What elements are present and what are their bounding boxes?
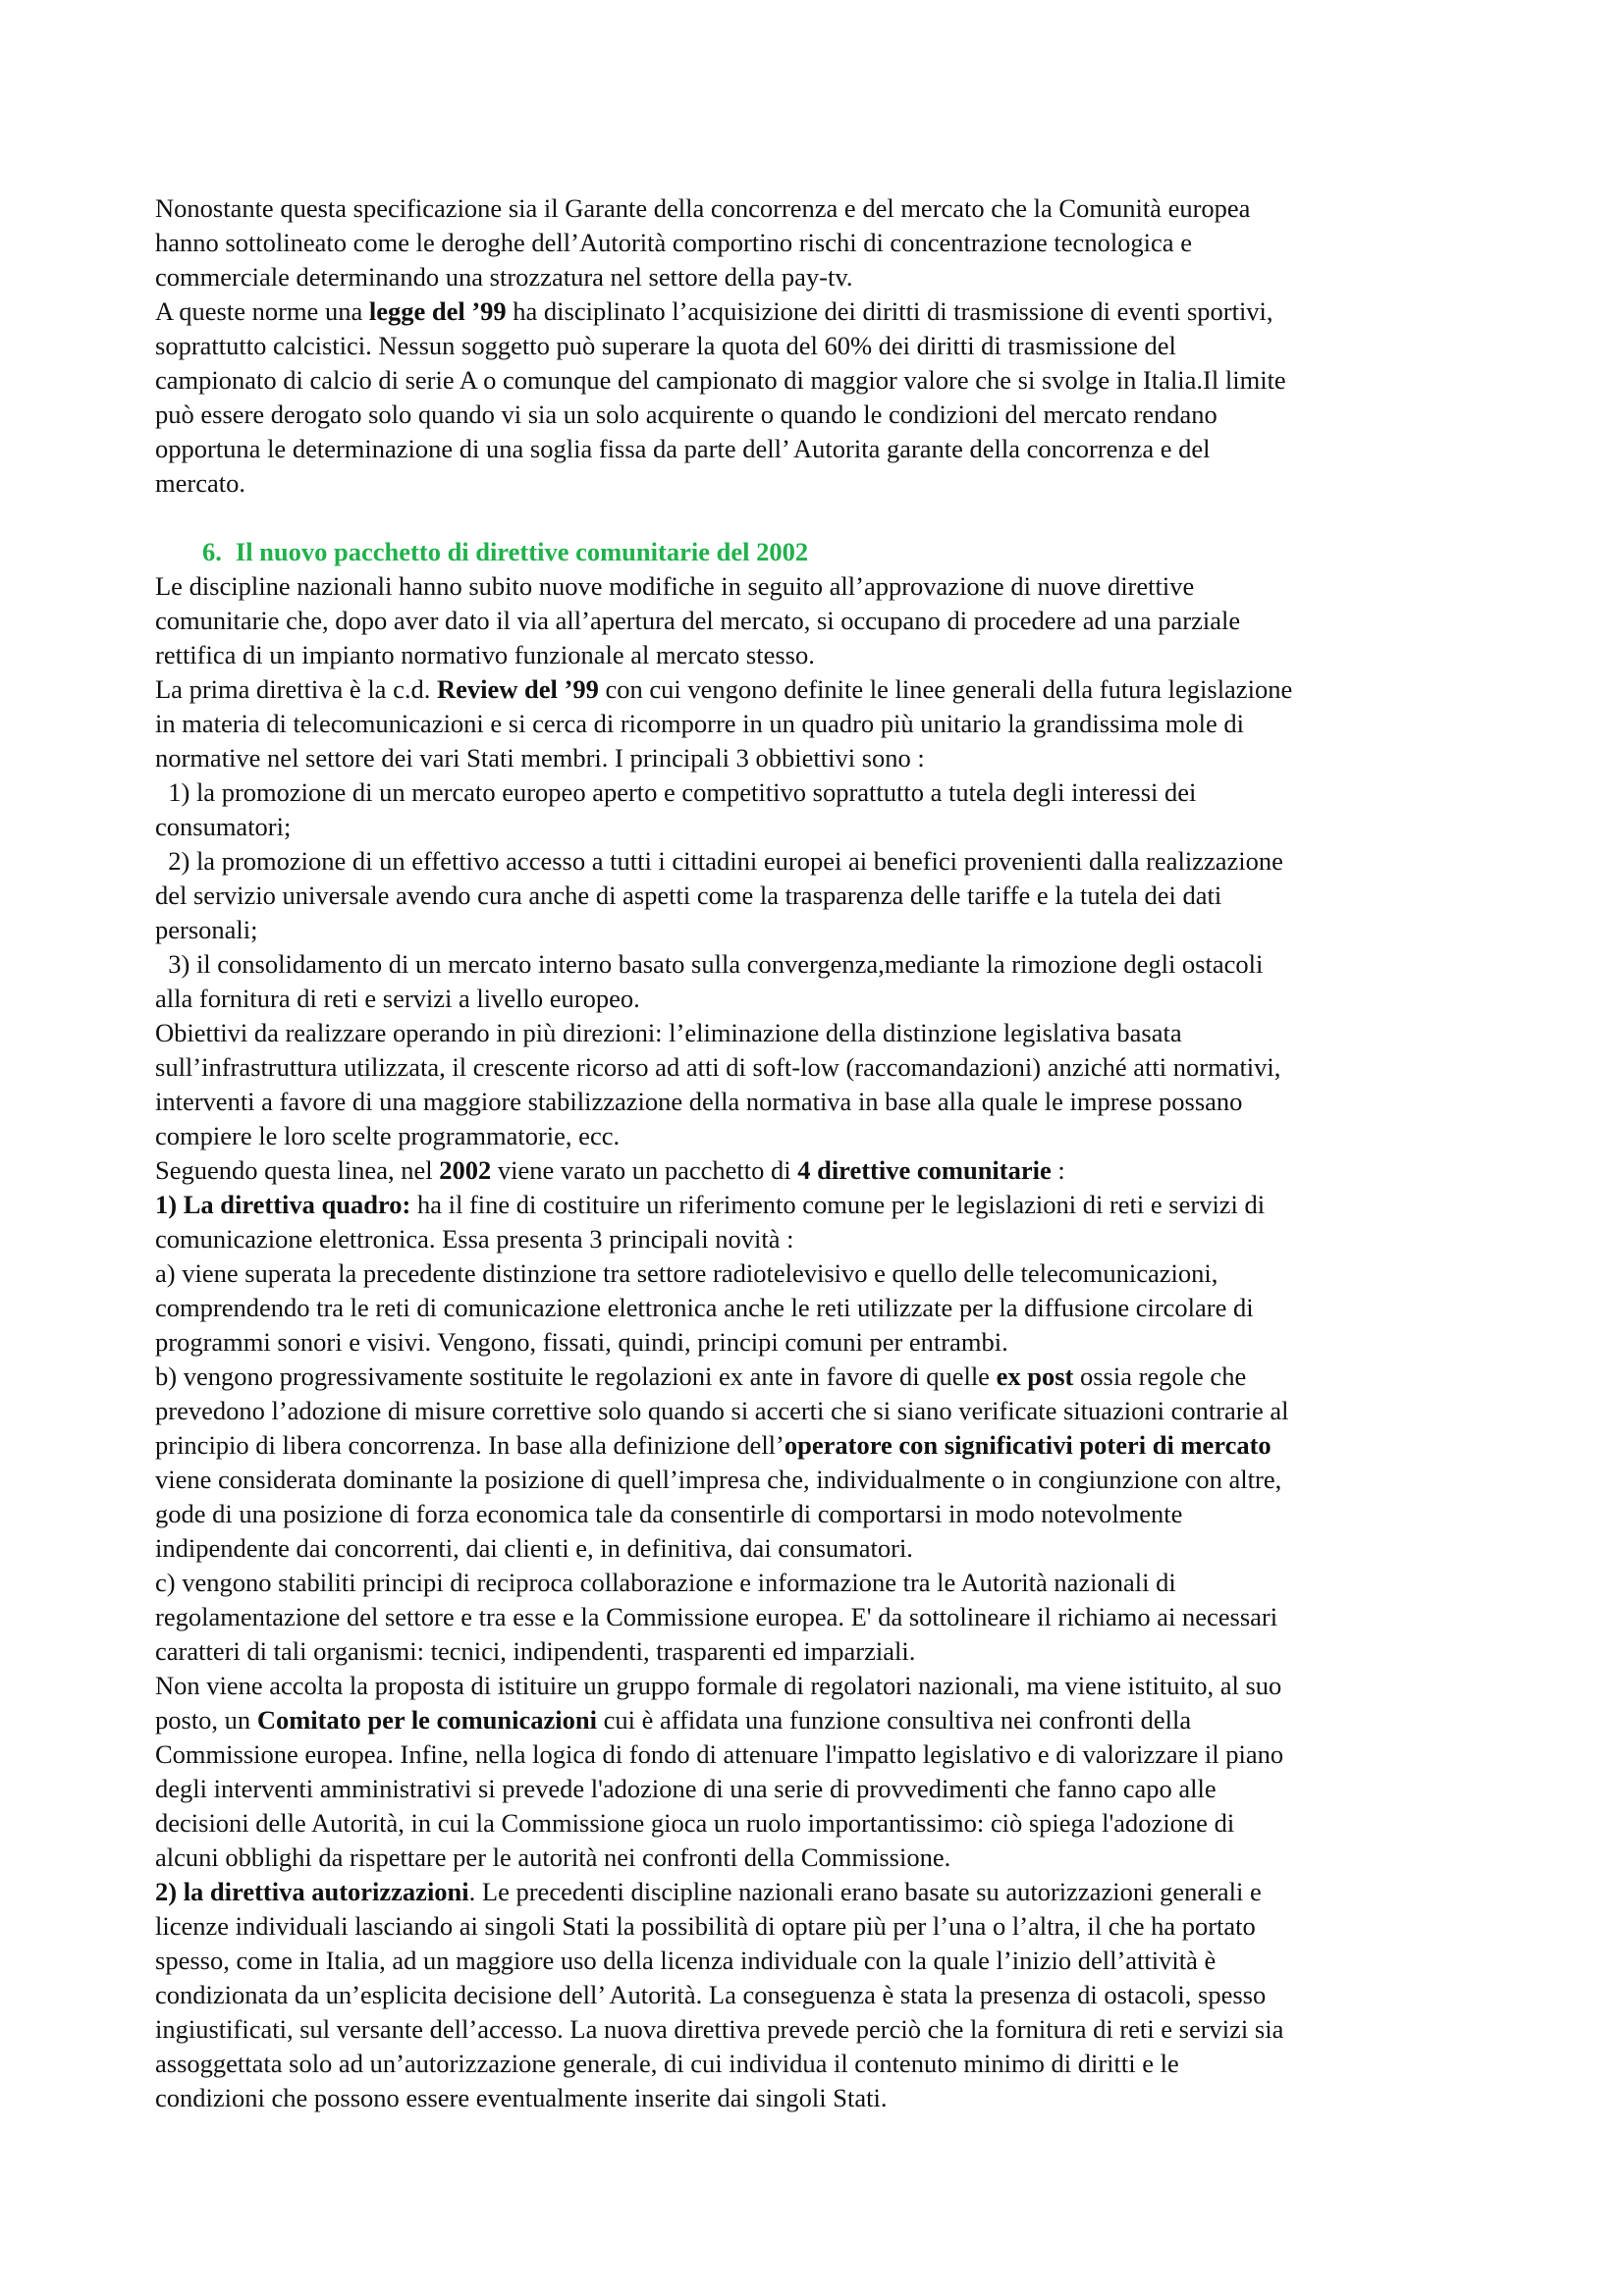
text-line: in materia di telecomunicazioni e si cerca di ricomporre in un quadro più unitario la grandissima mole di: [155, 709, 1244, 738]
bold-term: legge del ’99: [368, 296, 507, 326]
text-line: Non viene accolta la proposta di istituire un gruppo formale di regolatori nazionali, ma viene istituito, al suo: [155, 1671, 1282, 1700]
text-line: ingiustificati, sul versante dell’accesso. La nuova direttiva prevede perciò che la fornitura di reti e servizi sia: [155, 2014, 1284, 2044]
text-line: A queste norme una legge del ’99 ha disciplinato l’acquisizione dei diritti di trasmissione di eventi sportivi,: [155, 296, 1273, 326]
text-line: Nonostante questa specificazione sia il Garante della concorrenza e del mercato che la Comunità europea: [155, 193, 1251, 223]
text-line: spesso, come in Italia, ad un maggiore uso della licenza individuale con la quale l’inizio dell’attività è: [155, 1946, 1217, 1975]
section-heading: [155, 535, 1476, 569]
text-line: La prima direttiva è la c.d. Review del ’99 con cui vengono definite le linee generali della futura legislazione: [155, 674, 1293, 704]
text-line: indipendente dai concorrenti, dai clienti e, in definitiva, dai consumatori.: [155, 1533, 913, 1563]
text-line: Obiettivi da realizzare operando in più direzioni: l’eliminazione della distinzione legislativa basata: [155, 1018, 1182, 1047]
text-line: Le discipline nazionali hanno subito nuove modifiche in seguito all’approvazione di nuove direttive: [155, 571, 1195, 601]
text-line: licenze individuali lasciando ai singoli Stati la possibilità di optare più per l’una o l’altra, il che ha portato: [155, 1911, 1256, 1941]
text-line: principio di libera concorrenza. In base alla definizione dell’operatore con significativi poteri di mercato: [155, 1430, 1271, 1460]
text-line: programmi sonori e visivi. Vengono, fissati, quindi, principi comuni per entrambi.: [155, 1327, 1008, 1357]
text-line: Seguendo questa linea, nel 2002 viene varato un pacchetto di 4 direttive comunitarie :: [155, 1155, 1065, 1185]
text-line: caratteri di tali organismi: tecnici, indipendenti, trasparenti ed imparziali.: [155, 1636, 916, 1666]
text-line: sull’infrastruttura utilizzata, il crescente ricorso ad atti di soft-low (raccomandazioni) anziché atti normativi,: [155, 1052, 1281, 1082]
section-number: 6.: [202, 537, 222, 566]
text-line: consumatori;: [155, 812, 292, 841]
bold-term: operatore con significativi poteri di mercato: [784, 1430, 1271, 1460]
text-line: mercato.: [155, 468, 245, 498]
list-item: 2) la promozione di un effettivo accesso a tutti i cittadini europei ai benefici provenienti dalla realizzazione: [155, 846, 1283, 876]
text-line: posto, un Comitato per le comunicazioni cui è affidata una funzione consultiva nei confronti della: [155, 1705, 1192, 1735]
text-line: alcuni obblighi da rispettare per le autorità nei confronti della Commissione.: [155, 1842, 951, 1872]
text-line: decisioni delle Autorità, in cui la Commissione gioca un ruolo importantissimo: ciò spiega l'adozione di: [155, 1808, 1235, 1838]
bold-term: 1) La direttiva quadro:: [155, 1190, 411, 1219]
text-line: regolamentazione del settore e tra esse e la Commissione europea. E' da sottolineare il richiamo ai necessari: [155, 1602, 1278, 1631]
text-line: condizioni che possono essere eventualmente inserite dai singoli Stati.: [155, 2083, 888, 2112]
bold-term: ex post: [996, 1362, 1074, 1391]
text-line: normative nel settore dei vari Stati membri. I principali 3 obbiettivi sono :: [155, 743, 925, 773]
text-line: a) viene superata la precedente distinzione tra settore radiotelevisivo e quello delle telecomunicazioni,: [155, 1258, 1218, 1288]
text-line: alla fornitura di reti e servizi a livello europeo.: [155, 984, 640, 1013]
text-line: commerciale determinando una strozzatura nel settore della pay-tv.: [155, 262, 853, 292]
bold-term: Review del ’99: [436, 674, 599, 704]
text-line: prevedono l’adozione di misure correttive solo quando si accerti che si siano verificate situazioni contrarie al: [155, 1396, 1289, 1425]
section-title: Il nuovo pacchetto di direttive comunitarie del 2002: [235, 537, 809, 566]
text-line: comunicazione elettronica. Essa presenta 3 principali novità :: [155, 1224, 794, 1254]
text-line: 2) la direttiva autorizzazioni. Le precedenti discipline nazionali erano basate su autorizzazioni generali e: [155, 1877, 1262, 1906]
text-line: comprendendo tra le reti di comunicazione elettronica anche le reti utilizzate per la diffusione circolare di: [155, 1293, 1254, 1322]
text-line: compiere le loro scelte programmatorie, ecc.: [155, 1121, 621, 1150]
document-body: [155, 191, 1476, 2115]
text-line: gode di una posizione di forza economica tale da consentirle di comportarsi in modo notevolmente: [155, 1499, 1183, 1528]
bold-term: Comitato per le comunicazioni: [256, 1705, 597, 1735]
bold-term: 4 direttive comunitarie: [797, 1155, 1052, 1185]
paragraph-spacer: [155, 501, 1476, 535]
text-line: viene considerata dominante la posizione di quell’impresa che, individualmente o in congiunzione con altre,: [155, 1465, 1282, 1494]
text-line: campionato di calcio di serie A o comunque del campionato di maggior valore che si svolge in Italia.Il limite: [155, 365, 1286, 395]
text-line: del servizio universale avendo cura anche di aspetti come la trasparenza delle tariffe e la tutela dei dati: [155, 881, 1222, 910]
text-line: degli interventi amministrativi si prevede l'adozione di una serie di provvedimenti che fanno capo alle: [155, 1774, 1217, 1803]
list-item: 1) la promozione di un mercato europeo aperto e competitivo soprattutto a tutela degli interessi dei: [155, 777, 1197, 807]
text-line: hanno sottolineato come le deroghe dell’Autorità comportino rischi di concentrazione tecnologica e: [155, 228, 1192, 257]
bold-term: 2) la direttiva autorizzazioni: [155, 1877, 469, 1906]
text-line: Commissione europea. Infine, nella logica di fondo di attenuare l'impatto legislativo e di valorizzare il piano: [155, 1739, 1284, 1769]
bold-term: 2002: [439, 1155, 492, 1185]
text-line: interventi a favore di una maggiore stabilizzazione della normativa in base alla quale le imprese possano: [155, 1087, 1243, 1116]
text-line: assoggettata solo ad un’autorizzazione generale, di cui individua il contenuto minimo di diritti e le: [155, 2049, 1179, 2078]
text-line: b) vengono progressivamente sostituite le regolazioni ex ante in favore di quelle ex post ossia regole che: [155, 1362, 1247, 1391]
text-line: può essere derogato solo quando vi sia un solo acquirente o quando le condizioni del mercato rendano: [155, 400, 1217, 429]
text-line: condizionata da un’esplicita decisione dell’ Autorità. La conseguenza è stata la presenza di ostacoli, spesso: [155, 1980, 1267, 2009]
text-line: soprattutto calcistici. Nessun soggetto può superare la quota del 60% dei diritti di trasmissione del: [155, 331, 1176, 360]
text-line: opportuna le determinazione di una soglia fissa da parte dell’ Autorita garante della concorrenza e del: [155, 434, 1211, 463]
text-line: personali;: [155, 915, 258, 944]
text-line: comunitarie che, dopo aver dato il via all’apertura del mercato, si occupano di procedere ad una parziale: [155, 606, 1241, 635]
text-line: 1) La direttiva quadro: ha il fine di costituire un riferimento comune per le legislazioni di reti e servizi di: [155, 1190, 1266, 1219]
text-line: c) vengono stabiliti principi di reciproca collaborazione e informazione tra le Autorità nazionali di: [155, 1568, 1176, 1597]
text-line: rettifica di un impianto normativo funzionale al mercato stesso.: [155, 640, 815, 669]
list-item: 3) il consolidamento di un mercato interno basato sulla convergenza,mediante la rimozione degli ostacoli: [155, 949, 1264, 979]
